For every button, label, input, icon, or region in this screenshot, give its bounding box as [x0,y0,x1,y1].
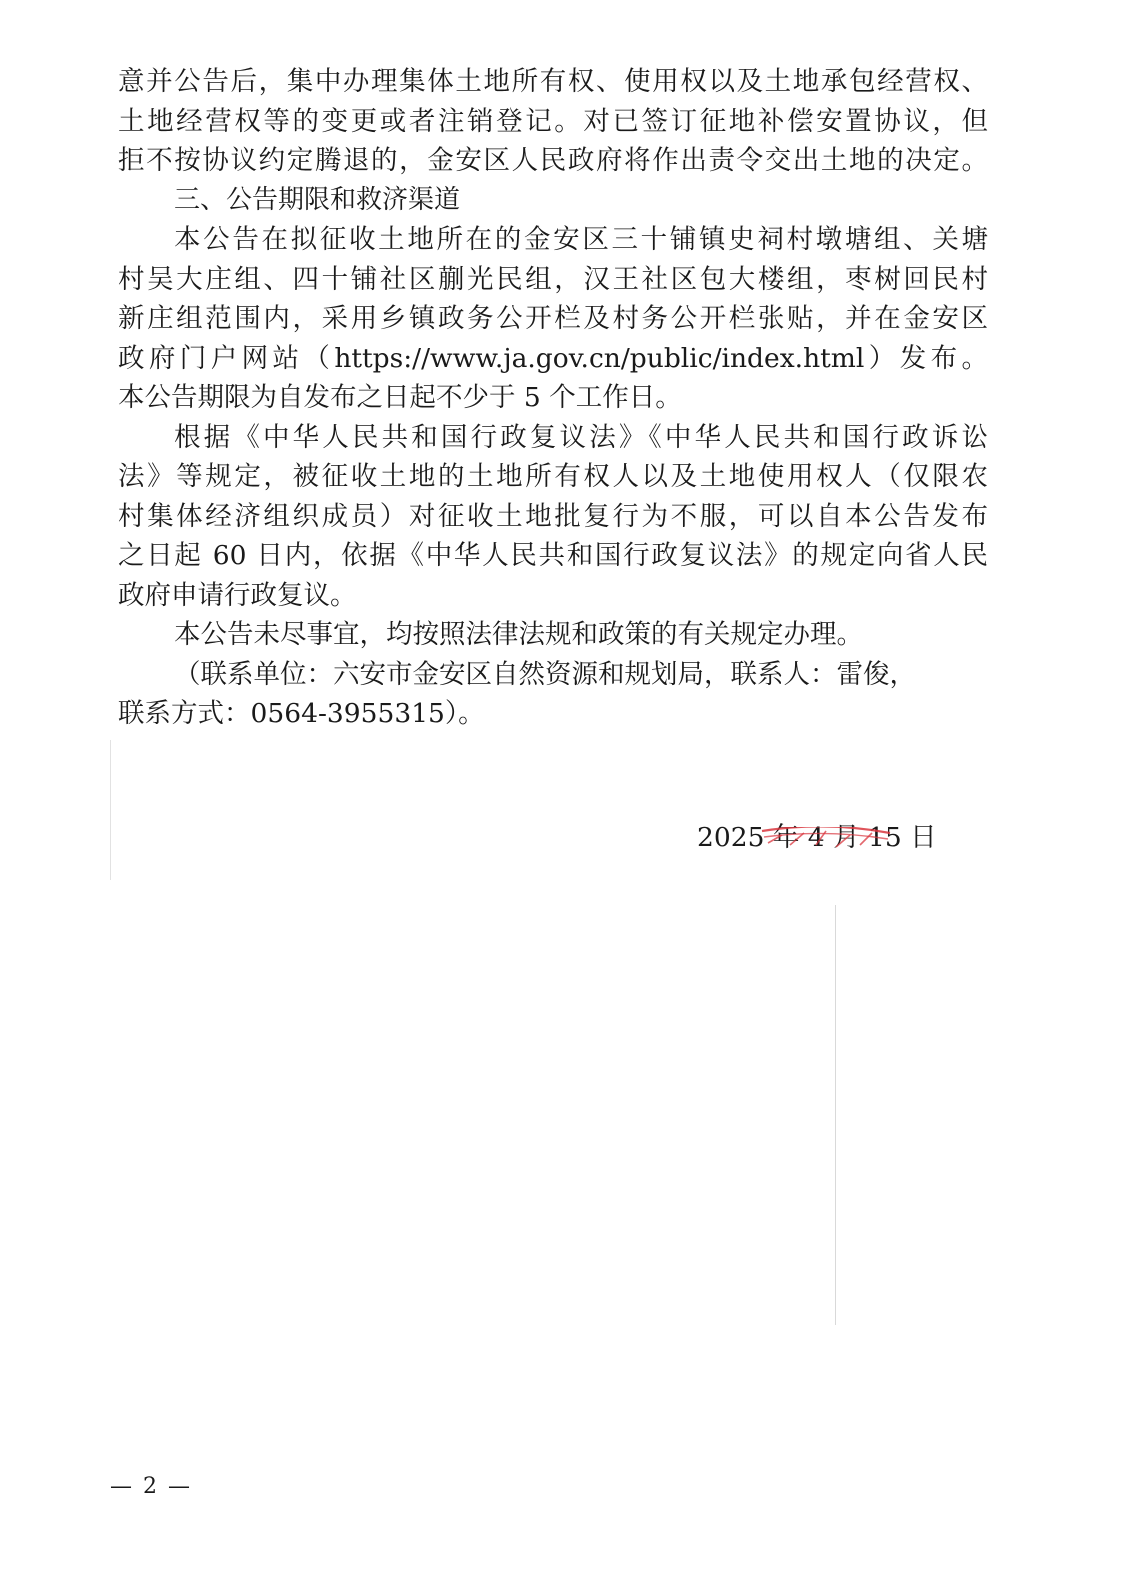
body-line: 村吴大庄组、四十铺社区蒯光民组，汉王社区包大楼组，枣树回民村 [118,263,988,295]
body-line: 法》等规定，被征收土地的土地所有权人以及土地使用权人（仅限农 [118,461,988,492]
body-line: 政府门户网站（https://www.ja.gov.cn/public/index.html）发布。 [118,342,988,374]
body-line: 本公告未尽事宜，均按照法律法规和政策的有关规定办理。 [174,619,863,650]
body-line: 新庄组范围内，采用乡镇政务公开栏及村务公开栏张贴，并在金安区 [118,303,988,334]
body-line: 之日起 60 日内，依据《中华人民共和国行政复议法》的规定向省人民 [118,540,988,571]
page-number: — 2 — [110,1474,192,1499]
body-line: 本公告期限为自发布之日起不少于 5 个工作日。 [118,382,682,413]
document-body [118,62,988,734]
scan-artifact [835,905,836,1325]
body-line: 联系方式：0564-3955315）。 [118,698,485,729]
seal-arc-icon [760,827,892,853]
body-line: 拒不按协议约定腾退的，金安区人民政府将作出责令交出土地的决定。 [118,145,988,176]
body-line: 根据《中华人民共和国行政复议法》《中华人民共和国行政诉讼 [174,421,988,453]
body-line: 本公告在拟征收土地所在的金安区三十铺镇史祠村墩塘组、关塘 [174,224,988,255]
section-heading: 三、公告期限和救济渠道 [174,184,461,215]
scan-artifact [110,740,111,880]
official-seal [760,827,892,853]
body-line: 意并公告后，集中办理集体土地所有权、使用权以及土地承包经营权、 [118,66,988,97]
issue-date: 2025 年 4 月 15 日 [697,822,937,853]
body-line: 土地经营权等的变更或者注销登记。对已签订征地补偿安置协议，但 [118,105,988,137]
body-line: （联系单位：六安市金安区自然资源和规划局，联系人：雷俊， [174,658,916,690]
body-line: 村集体经济组织成员）对征收土地批复行为不服，可以自本公告发布 [118,500,988,532]
body-line: 政府申请行政复议。 [118,579,357,611]
